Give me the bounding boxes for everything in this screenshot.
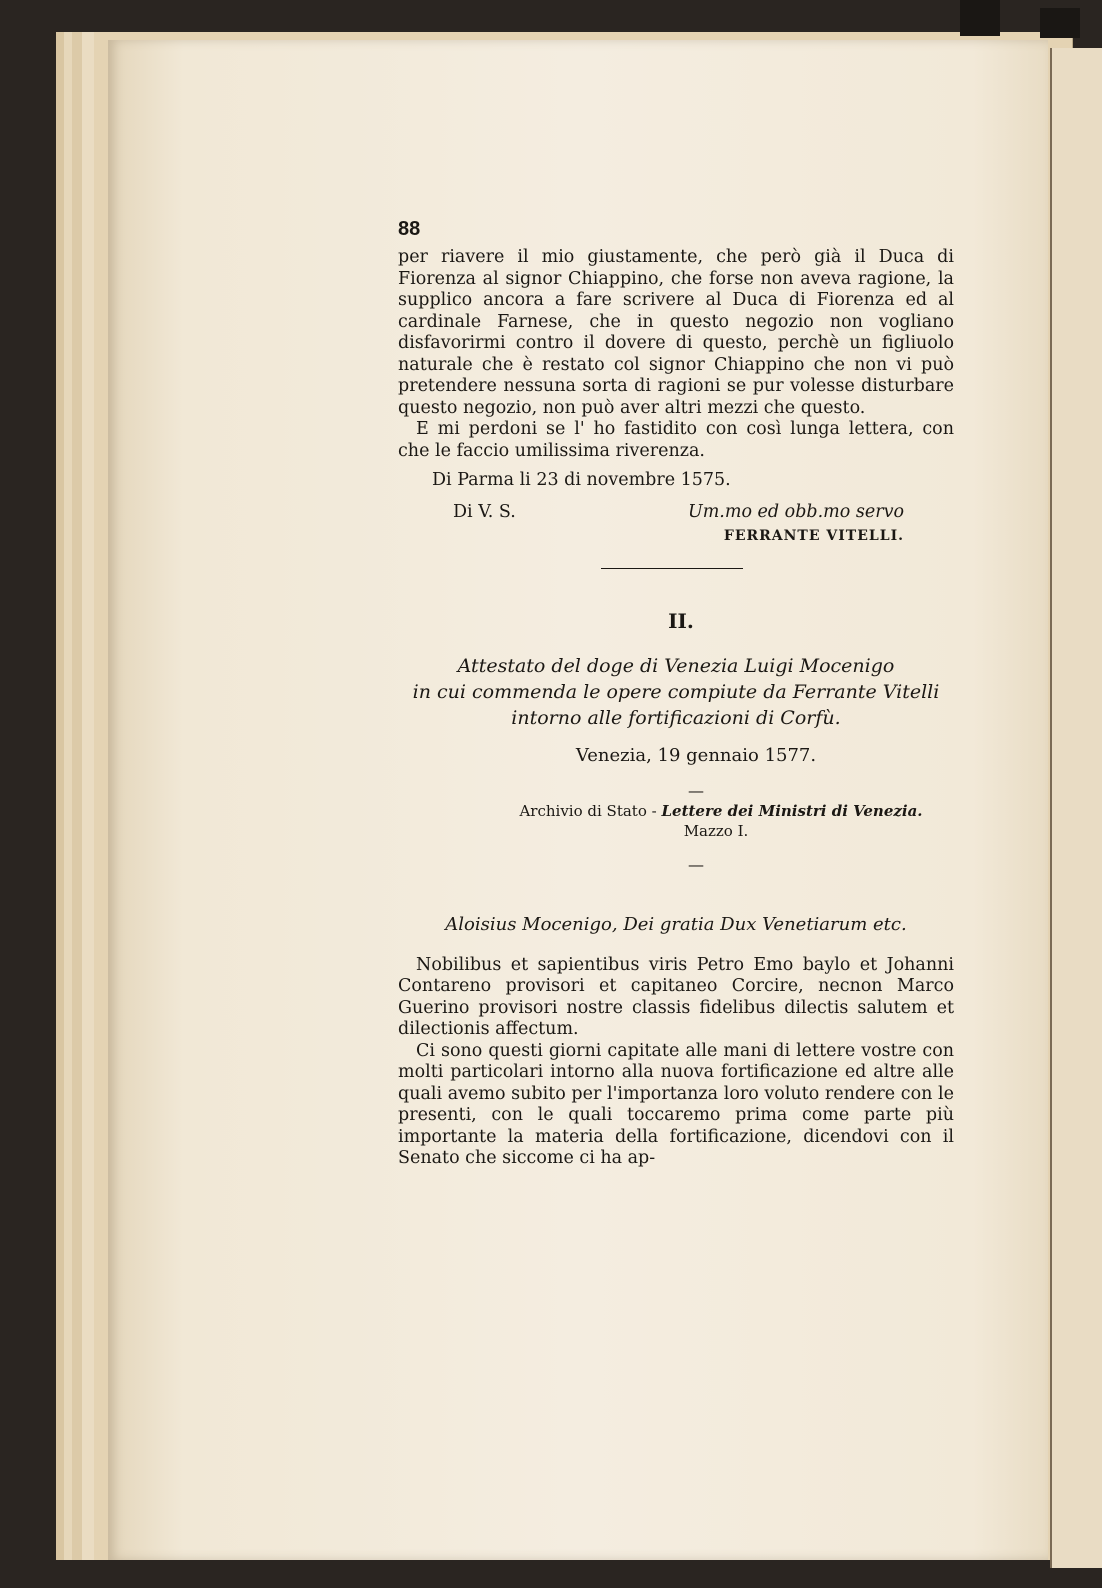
- archive-bundle: Mazzo I.: [683, 821, 749, 840]
- book-page: [108, 40, 1048, 1560]
- letter-paragraph: E mi perdoni se l' ho fastidito con così lunga lettera, con che le faccio umilissima riverenza.: [398, 419, 954, 461]
- closing-block: [688, 502, 954, 544]
- closing-address: Di V. S.: [453, 501, 516, 522]
- closing-formula: Um.mo ed obb.mo servo: [687, 501, 904, 522]
- document-title-line: in cui commenda le opere compiute da Ferrante Vitelli: [412, 680, 940, 703]
- archive-reference: [398, 802, 954, 820]
- letter-paragraph: per riavere il mio giustamente, che però già il Duca di Fiorenza al signor Chiappino, che forse non aveva ragione, la supplico ancora a fare scrivere al Duca di Fiorenza ed al cardinale Farnese, che in questo negozio non vogliano disfavorirmi contro il dovere di questo, perchè un figliuolo naturale che è restato col signor Chiappino che non vi può pretendere nessuna sorta di ragioni se pur volesse disturbare questo negozio, non può aver altri mezzi che questo.: [398, 247, 954, 418]
- separator-dash: —: [688, 780, 704, 800]
- signer-name: FERRANTE VITELLI.: [723, 527, 904, 544]
- binding-tab: [960, 0, 1000, 36]
- page-content: [398, 218, 954, 1170]
- letter-dateline: Di Parma li 23 di novembre 1575.: [432, 470, 731, 490]
- document-title-line: intorno alle fortificazioni di Corfù.: [511, 706, 841, 729]
- document-paragraph: Ci sono questi giorni capitate alle mani di lettere vostre con molti particolari intorno alla nuova fortificazione ed altre alle quali avemo subito per l'importanza loro voluto rendere con le presenti, con le quali toccaremo prima come parte più importante la materia della fortificazione, dicendovi con il Senato che siccome ci ha ap-: [398, 1040, 954, 1168]
- document-title-line: Attestato del doge di Venezia Luigi Mocenigo: [457, 654, 895, 677]
- page-number: 88: [398, 218, 421, 240]
- section-number: II.: [668, 608, 694, 633]
- document-date: Venezia, 19 gennaio 1577.: [575, 744, 817, 766]
- facing-page-edge: [1050, 48, 1102, 1568]
- archive-label: Archivio di Stato -: [519, 801, 657, 820]
- document-title: [398, 653, 954, 731]
- document-paragraph: Nobilibus et sapientibus viris Petro Emo baylo et Johanni Contareno provisori et capitaneo Corcire, necnon Marco Guerino provisori nostre classis fidelibus dilectis salutem et dilectionis affectum.: [398, 954, 954, 1039]
- doge-salutation: Aloisius Mocenigo, Dei gratia Dux Venetiarum etc.: [445, 913, 907, 935]
- document-body: [398, 955, 954, 1170]
- archive-source: Lettere dei Ministri di Venezia.: [661, 801, 923, 820]
- separator-dash: —: [688, 854, 704, 874]
- letter-closing: [398, 502, 954, 544]
- binding-tab: [1040, 8, 1080, 38]
- section-divider: [601, 568, 743, 569]
